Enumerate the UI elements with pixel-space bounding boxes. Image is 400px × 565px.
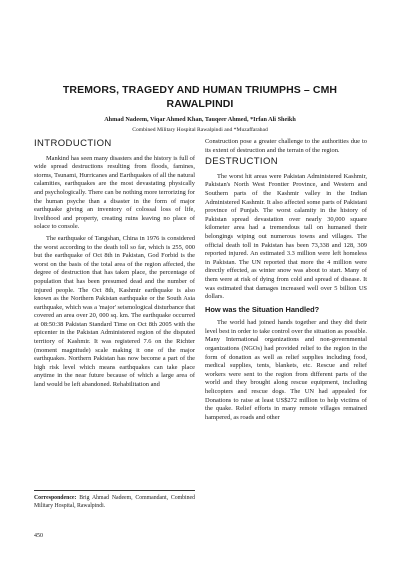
- correspondence-note: [34, 494, 195, 510]
- correspondence-label: Correspondence:: [34, 495, 77, 501]
- destruction-paragraph: The worst hit areas were Pakistan Administered Kashmir, Pakistan's North West Frontier Province, and Western and Southern parts of the Kashmir valley in the Indian Administered Kashmir. It also affected some parts of Pakistani province of Punjab. The worst calamity in the history of Pakistan spread devastation over nearly 30,000 square kilometer area had a tremendous tall on humaned their belongings wiping out numerous towns and villages. The official death toll in Pakistan has been 73,338 and 128, 309 reported injured. An estimated 3.3 million were left homeless in Pakistan. The UN reported that more the 4 million were directly effected, as winter snow was about to start. Many of them were at risk of dying from cold and spread of disease. It was estimated that damages increased well over 5 billion US dollars.: [205, 172, 367, 301]
- introduction-heading: INTRODUCTION: [34, 138, 112, 149]
- destruction-heading: DESTRUCTION: [205, 156, 279, 168]
- page-number: 450: [34, 533, 43, 539]
- affiliation: Combined Military Hospital Rawalpindi and *Muzaffarabad: [132, 127, 268, 133]
- intro-paragraph-2: The earthquake of Tangshan, China in 1976 is considered the worst according to the death toll so far, which is 255, 000 but the earthquake of Oct 8th in Pakistan, God Forbid is the worst on the basis of the total area of the region affected, the degree of destruction that has taken place, the percentage of population that has been presumed dead and the number of injured people. The Oct 8th, Kashmir earthquake is also known as the Northern Pakistan earthquake or the South Asia earthquake, which was a 'major' seismological disturbance that covered an area over 20, 000 sq. km. The earthquake occurred at 08:50:38 Pakistan Standard Time on Oct 8th 2005 with the epicenter in the Pakistan Administered region of the disputed territory of Kashmir. It was registered 7.6 on the Richter (moment magnitude) scale making it one of the major earthquakes. Northern Pakistan has now become a part of the high risk level which means earthquakes can take place anytime in the near future because of which a large area of land would be left abandoned. Rehabilitation and: [34, 234, 195, 389]
- left-column: [34, 138, 195, 393]
- correspondence-text: Brig Ahmad Nadeem, Commandant, Combined Military Hospital, Rawalpindi.: [34, 495, 195, 509]
- correspondence-divider: [34, 490, 195, 491]
- article-title-line-1: TREMORS, TRAGEDY AND HUMAN TRIUMPHS – CMH: [62, 84, 338, 96]
- author-list: Ahmad Nadeem, Viqar Ahmed Khan, Tauqeer Ahmed, *Irfan Ali Sheikh: [104, 116, 296, 123]
- intro-paragraph-1: Mankind has seen many disasters and the history is full of wide spread destructions resulting from floods, famines, storms, Tsunami, Hurricanes and Earthquakes of all the natural calamities, earthquakes are the most devastating physically and psychologically. There can be nothing more terrorizing for the human psyche than a disaster in the form of major earthquake giving an inventory of colossal loss of life, livelihood and property, creating ruins leaving no place of solace to console.: [34, 154, 195, 231]
- right-column: [205, 138, 367, 425]
- situation-paragraph: The world had joined hands together and they did their level best in order to take control over the situation as possible. Many International organizations and non-governmental organizations (NGOs) had provided relief to the region in the form of donation as well as relief supplies including food, medical supplies, tents, blankets, etc. Rescue and relief workers were sent to the region from different parts of the world and they brought along rescue equipment, including helicopters and rescue dogs. The UN had appealed for Donations to raise at least US$272 million to help victims of the quake. Relief efforts in many remote villages remained hampered, as roads and other: [205, 319, 367, 421]
- continuation-paragraph: Construction pose a greater challenge to the authorities due to its extent of destruction and the terrain of the region.: [205, 138, 367, 154]
- situation-subheading: How was the Situation Handled?: [205, 304, 320, 314]
- article-title: [40, 83, 360, 111]
- article-title-line-2: RAWALPINDI: [166, 98, 234, 110]
